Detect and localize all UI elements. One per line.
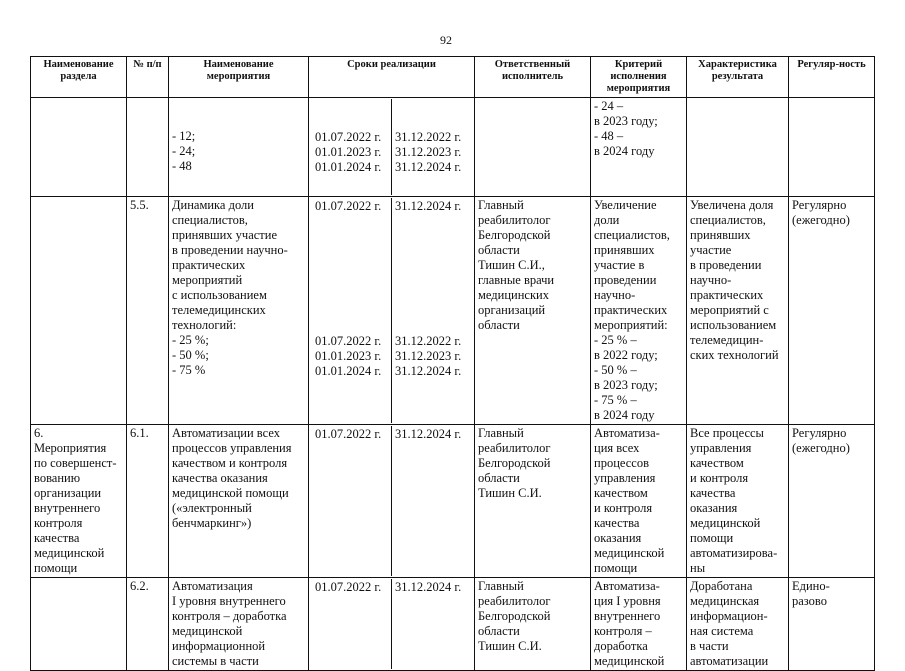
table-row [31,98,875,197]
cell-criterion: Автоматиза- ция I уровня внутреннего контроля – доработка медицинской [591,578,687,671]
cell-regularity: Едино- разово [789,578,875,671]
cell-event: Динамика доли специалистов, принявших участие в проведении научно- практических мероприятий с использованием телемедицинских технологий: - 25 %; - 50 %; - 75 % [169,197,309,425]
header-criterion: Критерий исполнения мероприятия [591,57,687,98]
cell-num: 6.2. [127,578,169,671]
cell-dates [309,425,475,578]
header-num: № п/п [127,57,169,98]
cell-num [127,98,169,197]
cell-responsible: Главный реабилитолог Белгородской области Тишин С.И., главные врачи медицинских организаций области [475,197,591,425]
cell-criterion: Автоматиза- ция всех процессов управления качеством и контроля качества оказания медицинской помощи [591,425,687,578]
cell-num: 5.5. [127,197,169,425]
header-dates: Сроки реализации [309,57,475,98]
cell-result: Доработана медицинская информацион- ная система в части автоматизации [687,578,789,671]
cell-criterion: - 24 – в 2023 году; - 48 – в 2024 году [591,98,687,197]
cell-criterion: Увеличение доли специалистов, принявших участие в проведении научно- практических мероприятий: - 25 % – в 2022 году; - 50 % – в 2023 году; - 75 % – в 2024 году [591,197,687,425]
cell-section [31,578,127,671]
cell-dates [309,98,475,197]
header-event: Наименование мероприятия [169,57,309,98]
cell-responsible: Главный реабилитолог Белгородской области Тишин С.И. [475,425,591,578]
cell-regularity: Регулярно (ежегодно) [789,197,875,425]
cell-num: 6.1. [127,425,169,578]
table-row [31,197,875,425]
date-start: 01.07.2022 г. [312,579,392,669]
cell-result: Увеличена доля специалистов, принявших участие в проведении научно- практических мероприятий с использованием телемедицин- ских технологий [687,197,789,425]
cell-result: Все процессы управления качеством и контроля качества оказания медицинской помощи автоматизирова- ны [687,425,789,578]
header-result: Характеристика результата [687,57,789,98]
table-row [31,578,875,671]
table-header-row [31,57,875,98]
date-end: 31.12.2024 г. [395,580,462,594]
date-start: 01.07.2022 г. 01.01.2023 г. 01.01.2024 г. [312,99,392,195]
cell-result [687,98,789,197]
header-section: Наименование раздела [31,57,127,98]
cell-dates [309,578,475,671]
cell-responsible: Главный реабилитолог Белгородской области Тишин С.И. [475,578,591,671]
cell-dates [309,197,475,425]
cell-regularity [789,98,875,197]
date-start: 01.07.2022 г. [312,426,392,576]
header-responsible: Ответственный исполнитель [475,57,591,98]
cell-section: 6. Мероприятия по совершенст- вованию организации внутреннего контроля качества медицинской помощи [31,425,127,578]
cell-event: - 12; - 24; - 48 [169,98,309,197]
date-end: 31.12.2024 г. 31.12.2022 г. 31.12.2023 г. 31.12.2024 г. [395,199,462,378]
date-start: 01.07.2022 г. 01.07.2022 г. 01.01.2023 г. 01.01.2024 г. [312,198,392,423]
plan-table [30,56,875,671]
cell-section [31,98,127,197]
page-number: 92 [440,33,452,47]
table-row [31,425,875,578]
cell-regularity: Регулярно (ежегодно) [789,425,875,578]
cell-responsible [475,98,591,197]
date-end: 31.12.2022 г. 31.12.2023 г. 31.12.2024 г. [395,130,462,174]
date-end: 31.12.2024 г. [395,427,462,441]
cell-event: Автоматизация I уровня внутреннего контроля – доработка медицинской информационной системы в части [169,578,309,671]
cell-event: Автоматизации всех процессов управления качеством и контроля качества оказания медицинской помощи («электронный бенчмаркинг») [169,425,309,578]
header-regularity: Регуляр-ность [789,57,875,98]
cell-section [31,197,127,425]
